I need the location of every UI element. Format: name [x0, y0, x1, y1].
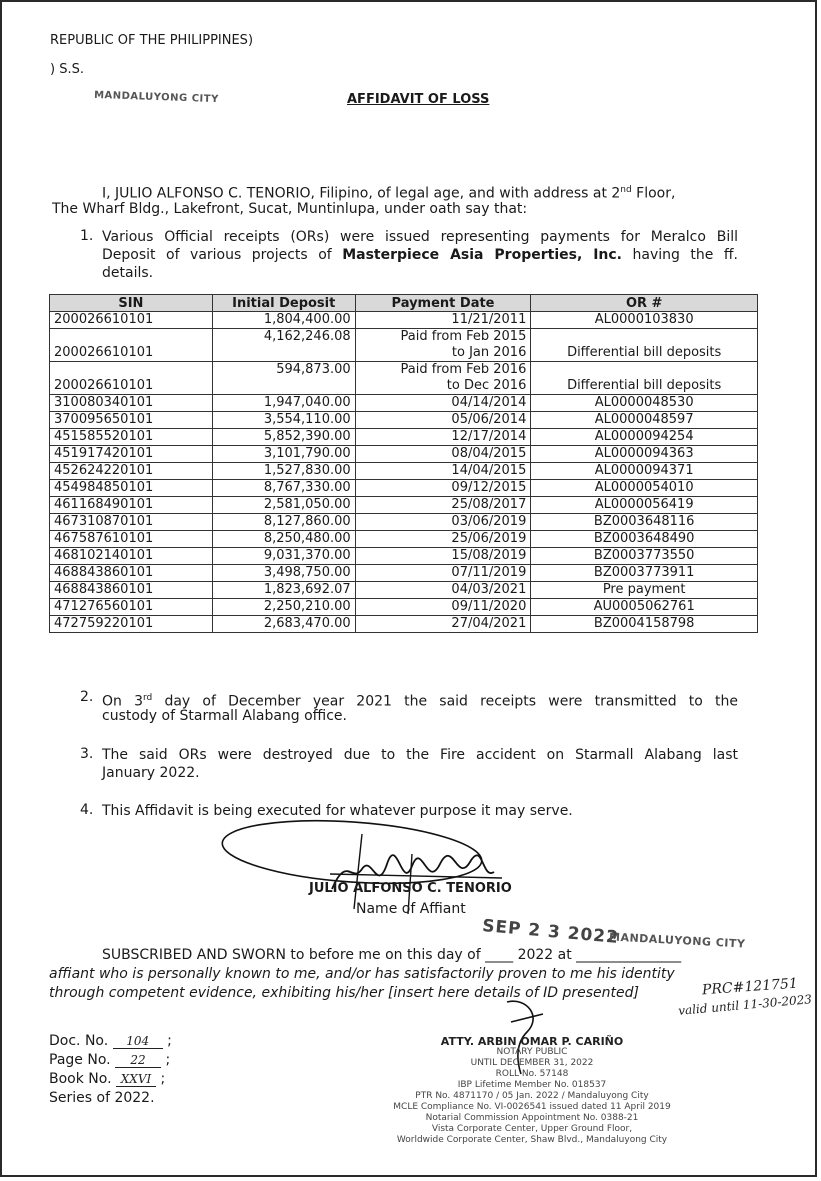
notary-line: ROLL No. 57148 [495, 1069, 569, 1079]
city-stamp: MANDALUYONG CITY [93, 89, 219, 106]
table-row [50, 446, 758, 463]
cell-deposit: 5,852,390.00 [212, 429, 355, 446]
cell-date: 27/04/2021 [355, 616, 531, 633]
cell-deposit: 1,947,040.00 [212, 395, 355, 412]
ss-heading: ) S.S. [50, 62, 84, 77]
item-1-line-2 [102, 246, 738, 264]
item-4-number: 4. [80, 802, 94, 818]
date-line-1: Paid from Feb 2016 [400, 362, 527, 377]
item-3-line-1: The said ORs were destroyed due to the Fire accident on Starmall Alabang last [102, 747, 738, 763]
cell-deposit: 594,873.00 [212, 362, 355, 395]
book-label: Book No. [49, 1071, 112, 1087]
cell-sin: 468843860101 [50, 565, 213, 582]
affiant-caption: Name of Affiant [356, 901, 466, 917]
cell-sin: 451585520101 [50, 429, 213, 446]
table-row [50, 582, 758, 599]
cell-sin: 471276560101 [50, 599, 213, 616]
cell-or: Differential bill deposits [531, 362, 758, 395]
table-row [50, 616, 758, 633]
table-row [50, 395, 758, 412]
cell-date: 14/04/2015 [355, 463, 531, 480]
cell-sin: 370095650101 [50, 412, 213, 429]
cell-deposit: 3,554,110.00 [212, 412, 355, 429]
date-line-2: to Jan 2016 [451, 345, 527, 360]
cell-or: Differential bill deposits [531, 329, 758, 362]
jurat-line-2: affiant who is personally known to me, and/or has satisfactorily proven to me his identity [49, 966, 675, 982]
notary-line: UNTIL DECEMBER 31, 2022 [470, 1058, 594, 1068]
cell-or: AL0000094254 [531, 429, 758, 446]
table-row [50, 531, 758, 548]
cell-deposit: 8,250,480.00 [212, 531, 355, 548]
cell-date: 12/17/2014 [355, 429, 531, 446]
cell-or: AL0000054010 [531, 480, 758, 497]
cell-or: AL0000103830 [531, 312, 758, 329]
table-row [50, 312, 758, 329]
cell-or: BZ0003773550 [531, 548, 758, 565]
item-1-text-a: Deposit of various projects of [102, 247, 343, 263]
table-row [50, 362, 758, 395]
item-1-text-b: having the ff. [622, 247, 739, 263]
cell-or: AL0000094371 [531, 463, 758, 480]
book-number [49, 1071, 165, 1087]
cell-sin: 472759220101 [50, 616, 213, 633]
item-2-line-2: custody of Starmall Alabang office. [102, 708, 347, 724]
cell-date: 25/06/2019 [355, 531, 531, 548]
cell-sin: 468102140101 [50, 548, 213, 565]
book-sep: ; [160, 1071, 166, 1087]
notary-line: PTR No. 4871170 / 05 Jan. 2022 / Mandaluyong City [415, 1091, 649, 1101]
item-2-text-a: On 3 [102, 693, 143, 710]
cell-deposit: 8,767,330.00 [212, 480, 355, 497]
cell-deposit: 1,804,400.00 [212, 312, 355, 329]
page-sep: ; [165, 1052, 171, 1068]
cell-or: AL0000048530 [531, 395, 758, 412]
cell-or: BZ0003773911 [531, 565, 758, 582]
table-row [50, 463, 758, 480]
cell-sin: 452624220101 [50, 463, 213, 480]
cell-or: BZ0003648490 [531, 531, 758, 548]
cell-or: BZ0003648116 [531, 514, 758, 531]
cell-sin: 461168490101 [50, 497, 213, 514]
item-1-number: 1. [80, 228, 94, 244]
notary-line: Worldwide Corporate Center, Shaw Blvd., Mandaluyong City [396, 1135, 668, 1145]
cell-date: 09/11/2020 [355, 599, 531, 616]
cell-sin: 454984850101 [50, 480, 213, 497]
cell-deposit: 1,527,830.00 [212, 463, 355, 480]
company-name: Masterpiece Asia Properties, Inc. [342, 247, 622, 263]
item-2-number: 2. [80, 689, 94, 705]
table-row [50, 480, 758, 497]
jurat-line-1 [102, 947, 681, 963]
cell-deposit: 9,031,370.00 [212, 548, 355, 565]
cell-sin: 200026610101 [50, 362, 213, 395]
table-header-row [50, 295, 758, 312]
page-number [49, 1052, 170, 1068]
affiant-name: JULIO ALFONSO C. TENORIO [309, 881, 512, 896]
cell-date [355, 329, 531, 362]
table-row [50, 548, 758, 565]
republic-heading: REPUBLIC OF THE PHILIPPINES) [50, 33, 254, 48]
cell-date: 15/08/2019 [355, 548, 531, 565]
doc-sep: ; [167, 1033, 172, 1049]
jurat-line-3: through competent evidence, exhibiting his/her [insert here details of ID presented] [49, 985, 639, 1001]
table-row [50, 412, 758, 429]
cell-date: 09/12/2015 [355, 480, 531, 497]
cell-date: 04/03/2021 [355, 582, 531, 599]
date-line-1: Paid from Feb 2015 [400, 329, 527, 344]
header-initial-deposit: Initial Deposit [212, 295, 355, 312]
notary-line: NOTARY PUBLIC [496, 1047, 568, 1057]
cell-sin: 467310870101 [50, 514, 213, 531]
notary-name: ATTY. ARBIN OMAR P. CARIÑO [440, 1035, 624, 1048]
item-2-text-b: day of December year 2021 the said receipts were transmitted to the [152, 693, 738, 710]
cell-date: 04/14/2014 [355, 395, 531, 412]
item-3-line-2: January 2022. [102, 765, 200, 781]
item-1-line-3: details. [102, 265, 154, 281]
jurat-blank: _______________ [576, 947, 682, 963]
cell-or: AU0005062761 [531, 599, 758, 616]
cell-or: AL0000094363 [531, 446, 758, 463]
cell-or: AL0000048597 [531, 412, 758, 429]
table-row [50, 599, 758, 616]
jurat-text-a: SUBSCRIBED AND SWORN to before me on this day of ____ 2022 at [102, 947, 572, 963]
doc-value: 104 [113, 1034, 163, 1049]
doc-number [49, 1033, 172, 1049]
cell-deposit: 2,683,470.00 [212, 616, 355, 633]
table-row [50, 497, 758, 514]
date-stamp: SEP 2 3 2022 [481, 916, 620, 948]
cell-deposit: 2,581,050.00 [212, 497, 355, 514]
cell-sin: 467587610101 [50, 531, 213, 548]
header-sin: SIN [50, 295, 213, 312]
item-2-superscript: rd [143, 693, 153, 703]
header-payment-date: Payment Date [355, 295, 531, 312]
cell-sin: 310080340101 [50, 395, 213, 412]
header-or-number: OR # [531, 295, 758, 312]
document-title: AFFIDAVIT OF LOSS [347, 92, 490, 107]
table-row [50, 565, 758, 582]
cell-sin: 200026610101 [50, 312, 213, 329]
item-1-line-1: Various Official receipts (ORs) were issued representing payments for Meralco Bill [102, 229, 738, 245]
intro-text-a: I, JULIO ALFONSO C. TENORIO, Filipino, of legal age, and with address at 2 [102, 185, 621, 202]
item-3-number: 3. [80, 746, 94, 762]
cell-date: 08/04/2015 [355, 446, 531, 463]
cell-date: 03/06/2019 [355, 514, 531, 531]
item-4-line-1: This Affidavit is being executed for whatever purpose it may serve. [102, 803, 573, 819]
cell-or: AL0000056419 [531, 497, 758, 514]
table-row [50, 514, 758, 531]
intro-text-b: Floor, [631, 185, 676, 202]
cell-deposit: 3,101,790.00 [212, 446, 355, 463]
table-row [50, 329, 758, 362]
series: Series of 2022. [49, 1090, 155, 1106]
notary-line: IBP Lifetime Member No. 018537 [457, 1080, 607, 1090]
cell-sin: 468843860101 [50, 582, 213, 599]
cell-deposit: 8,127,860.00 [212, 514, 355, 531]
cell-deposit: 1,823,692.07 [212, 582, 355, 599]
cell-deposit: 2,250,210.00 [212, 599, 355, 616]
notary-block [362, 1036, 702, 1146]
cell-date [355, 362, 531, 395]
notary-line: Notarial Commission Appointment No. 0388-21 [425, 1113, 639, 1123]
cell-or: Pre payment [531, 582, 758, 599]
doc-label: Doc. No. [49, 1033, 109, 1049]
cell-date: 11/21/2011 [355, 312, 531, 329]
cell-deposit: 4,162,246.08 [212, 329, 355, 362]
jurat-city-stamp: MANDALUYONG CITY [608, 930, 746, 951]
cell-deposit: 3,498,750.00 [212, 565, 355, 582]
page-value: 22 [115, 1053, 161, 1068]
date-line-2: to Dec 2016 [446, 378, 527, 393]
or-table [49, 294, 758, 633]
cell-sin: 200026610101 [50, 329, 213, 362]
handwritten-validity: valid until 11-30-2023 [677, 992, 813, 1018]
cell-sin: 451917420101 [50, 446, 213, 463]
notary-line: Vista Corporate Center, Upper Ground Floor, [431, 1124, 633, 1134]
cell-date: 05/06/2014 [355, 412, 531, 429]
book-value: XXVI [116, 1072, 156, 1087]
intro-line-2: The Wharf Bldg., Lakefront, Sucat, Muntinlupa, under oath say that: [52, 201, 528, 217]
cell-or: BZ0004158798 [531, 616, 758, 633]
notary-line: MCLE Compliance No. VI-0026541 issued dated 11 April 2019 [393, 1102, 671, 1112]
table-row [50, 429, 758, 446]
cell-date: 07/11/2019 [355, 565, 531, 582]
intro-superscript: nd [620, 185, 632, 195]
page-label: Page No. [49, 1052, 111, 1068]
cell-date: 25/08/2017 [355, 497, 531, 514]
handwritten-id: PRC#121751 [701, 975, 799, 999]
